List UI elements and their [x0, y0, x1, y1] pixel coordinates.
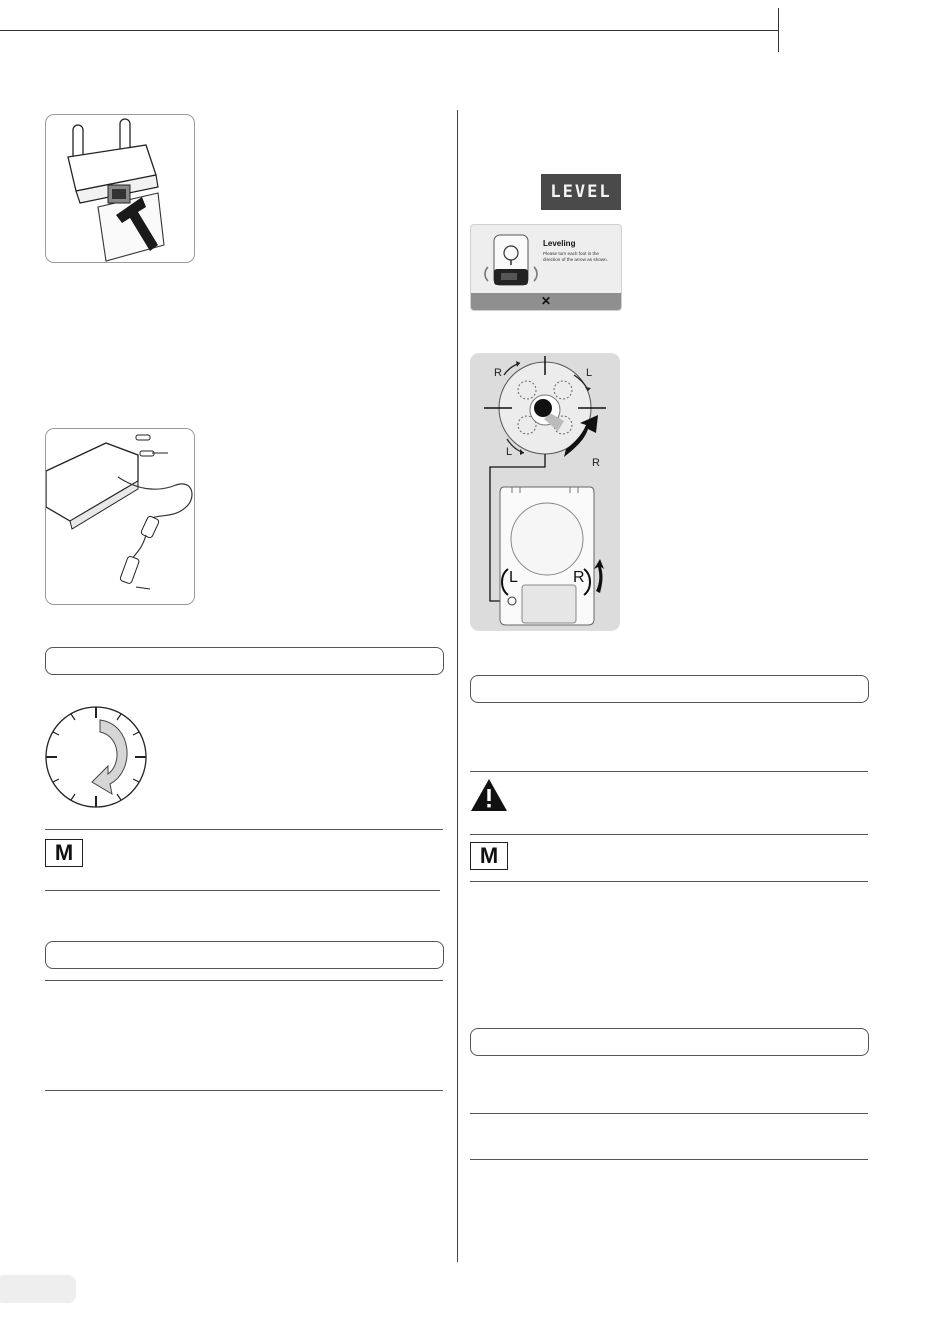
screen-title: Leveling: [543, 239, 576, 248]
power-adapter-icon: [46, 429, 194, 604]
label-l-bottom: L: [506, 446, 513, 458]
mode-symbol-left: M: [45, 839, 83, 867]
column-divider: [457, 110, 458, 1262]
mode-symbol-right: M: [470, 842, 508, 870]
foot-label-right: R: [573, 569, 585, 586]
note-rule-bottom-left: [45, 890, 440, 891]
rotation-dial-icon: [42, 704, 152, 810]
section-2-rule-top: [45, 980, 443, 981]
scale-foot-icon: [479, 231, 539, 293]
level-display: LEVEL: [541, 174, 621, 210]
section-4-rule-bottom: [470, 1159, 868, 1160]
top-rule: [0, 30, 778, 31]
warning-rule-bottom: [470, 834, 868, 835]
screen-message: Please turn each foot in the direction of the arrow as shown.: [543, 251, 608, 262]
section-header-3: [470, 675, 869, 703]
warning-rule-top: [470, 771, 868, 772]
top-rule-tick: [778, 8, 779, 52]
warning-triangle-icon: [470, 778, 508, 812]
power-plug-icon: [46, 115, 194, 262]
adapter-illustration: [45, 428, 195, 605]
leveling-illustration: [470, 353, 620, 631]
leveling-screen: [470, 224, 622, 311]
page-tab: [0, 1275, 76, 1303]
section-header-4: [470, 1028, 869, 1056]
label-r-arrow: R: [592, 457, 600, 469]
note-rule-top-left: [45, 829, 443, 830]
screen-close-bar[interactable]: [471, 293, 621, 310]
plug-illustration: [45, 114, 195, 263]
label-r-top: R: [494, 367, 502, 379]
label-l-top: L: [586, 367, 593, 379]
leveling-diagram: [470, 353, 620, 631]
foot-label-left: L: [509, 569, 518, 586]
section-header-1: [45, 647, 444, 675]
section-header-2: [45, 941, 444, 969]
note-rule-bottom-right: [470, 881, 868, 882]
close-icon[interactable]: ✕: [540, 294, 552, 308]
section-2-rule-bottom: [45, 1090, 443, 1091]
section-4-rule-top: [470, 1113, 868, 1114]
